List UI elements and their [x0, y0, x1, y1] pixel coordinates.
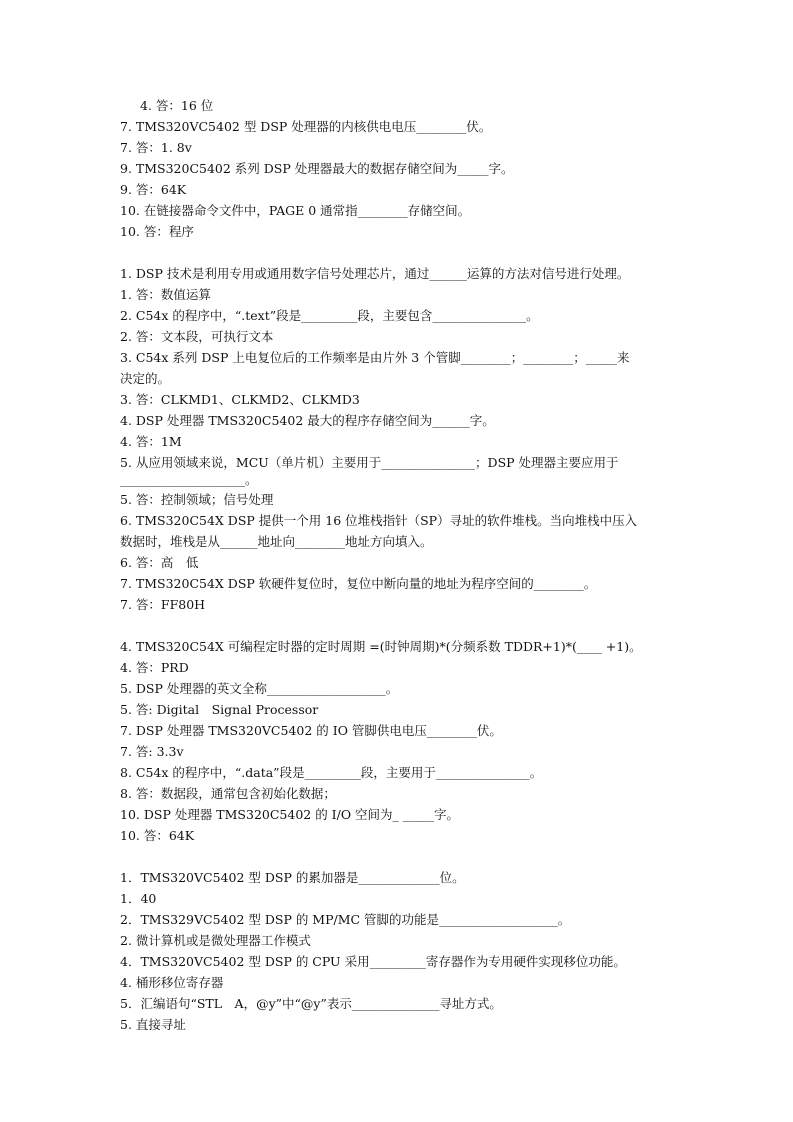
text-line: 4. 答：16 位 [140, 98, 214, 113]
text-line: 7. DSP 处理器 TMS320VC5402 的 IO 管脚供电电压________伏。 [120, 723, 502, 738]
text-line: 5．汇编语句“STL A，@y”中“@y”表示______________寻址方式。 [120, 996, 502, 1011]
text-line: 7. TMS320C54X DSP 软硬件复位时，复位中断向量的地址为程序空间的________。 [120, 576, 597, 591]
text-line: 3. 答：CLKMD1、CLKMD2、CLKMD3 [120, 392, 360, 407]
text-line: 1. DSP 技术是利用专用或通用数字信号处理芯片，通过______运算的方法对信号进行处理。 [120, 266, 630, 281]
text-line: 1. 答：数值运算 [120, 287, 211, 302]
text-line: 6. 答：高 低 [120, 555, 199, 570]
text-line: 5. 答：控制领域；信号处理 [120, 492, 274, 507]
text-line: 2. 答：文本段，可执行文本 [120, 329, 274, 344]
text-line: 8. C54x 的程序中，“.data”段是_________段，主要用于_______________。 [120, 765, 543, 780]
text-line: ____________________。 [120, 472, 258, 487]
text-line: 2．TMS329VC5402 型 DSP 的 MP/MC 管脚的功能是___________________。 [120, 912, 571, 927]
text-line: 数据时，堆栈是从______地址向________地址方向填入。 [120, 534, 433, 549]
text-line: 7. 答：FF80H [120, 597, 206, 612]
text-line: 4. 答：PRD [120, 660, 189, 675]
text-line: 1．40 [120, 891, 157, 906]
text-line: 7. 答：1. 8v [120, 140, 192, 155]
text-line: 8. 答：数据段，通常包含初始化数据； [120, 786, 336, 801]
text-line: 2. 微计算机或是微处理器工作模式 [120, 933, 311, 948]
text-line: 7. 答: 3.3v [120, 744, 184, 759]
text-line: 9. 答：64K [120, 182, 187, 197]
text-line: 10. 答：程序 [120, 224, 194, 239]
text-line: 4. 答：1M [120, 434, 182, 449]
text-line: 5. 直接寻址 [120, 1017, 186, 1032]
text-line: 7. TMS320VC5402 型 DSP 处理器的内核供电电压________伏。 [120, 119, 492, 134]
text-line: 4. TMS320C54X 可编程定时器的定时周期 =(时钟周期)*(分频系数 TDDR+1)*(____ +1)。 [120, 639, 642, 654]
text-line: 5. DSP 处理器的英文全称___________________。 [120, 681, 399, 696]
text-line: 5. 答: Digital Signal Processor [120, 702, 319, 717]
text-line: 5. 从应用领域来说，MCU（单片机）主要用于_______________；DSP 处理器主要应用于 [120, 455, 619, 470]
text-line: 6. TMS320C54X DSP 提供一个用 16 位堆栈指针（SP）寻址的软件堆栈。当向堆栈中压入 [120, 513, 638, 528]
text-line: 9. TMS320C5402 系列 DSP 处理器最大的数据存储空间为_____字。 [120, 161, 514, 176]
text-line: 10. 答：64K [120, 828, 195, 843]
text-line: 3. C54x 系列 DSP 上电复位后的工作频率是由片外 3 个管脚________；________；_____来 [120, 350, 630, 365]
text-line: 4．TMS320VC5402 型 DSP 的 CPU 采用_________寄存器作为专用硬件实现移位功能。 [120, 954, 626, 969]
text-line: 4. DSP 处理器 TMS320C5402 最大的程序存储空间为______字。 [120, 413, 495, 428]
text-line: 2. C54x 的程序中，“.text”段是_________段，主要包含_______________。 [120, 308, 539, 323]
text-line: 10. DSP 处理器 TMS320C5402 的 I/O 空间为_ _____字。 [120, 807, 460, 822]
text-line: 10. 在链接器命令文件中，PAGE 0 通常指________存储空间。 [120, 203, 471, 218]
text-line: 1．TMS320VC5402 型 DSP 的累加器是_____________位。 [120, 870, 465, 885]
text-line: 4. 桶形移位寄存器 [120, 975, 224, 990]
text-line: 决定的。 [120, 371, 171, 386]
